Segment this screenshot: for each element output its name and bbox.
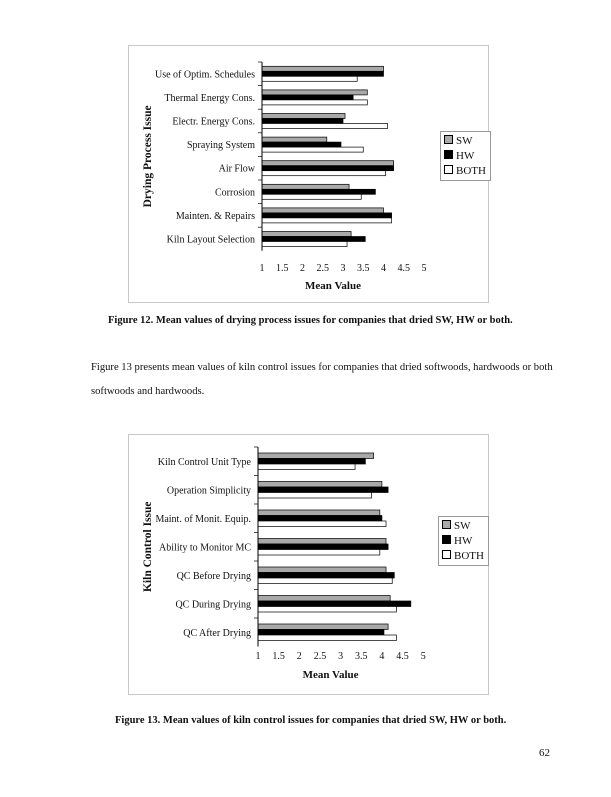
bar-hw-corrosion [262, 189, 375, 194]
bar-both-electr-energy-cons [262, 124, 388, 129]
bar-sw-operation-simplicity [258, 482, 382, 488]
bar-both-maint-of-monit-equip [258, 521, 386, 527]
bar-both-qc-before-drying [258, 578, 392, 584]
category-label-kiln-layout-selection: Kiln Layout Selection [166, 234, 255, 246]
bar-both-kiln-layout-selection [262, 242, 347, 247]
bar-sw-mainten-repairs [262, 208, 384, 213]
category-label-ability-to-monitor-mc: Ability to Monitor MC [159, 542, 251, 554]
x-tick-label-5: 5 [420, 651, 426, 662]
bar-sw-thermal-energy-cons [262, 90, 367, 95]
x-tick-label-1-5: 1.5 [276, 263, 289, 274]
x-tick-label-2-5: 2.5 [313, 651, 327, 662]
y-axis-title: Drying Process Issue [142, 105, 154, 208]
bar-both-mainten-repairs [262, 218, 392, 223]
bar-hw-mainten-repairs [262, 213, 392, 218]
bar-sw-spraying-system [262, 137, 327, 142]
bar-both-thermal-energy-cons [262, 100, 367, 105]
legend-item-hw [444, 149, 487, 164]
legend-item-sw [442, 519, 485, 534]
page-number: 62 [539, 747, 550, 759]
category-label-corrosion: Corrosion [215, 187, 255, 199]
bar-sw-kiln-control-unit-type [258, 453, 374, 459]
category-label-qc-before-drying: QC Before Drying [176, 570, 251, 582]
bar-both-qc-after-drying [258, 635, 396, 641]
legend-label-sw: SW [456, 135, 473, 147]
x-tick-label-2: 2 [300, 263, 305, 274]
bar-both-qc-during-drying [258, 607, 396, 613]
figure-13-caption: Figure 13. Mean values of kiln control issues for companies that dried SW, HW or both. [115, 715, 507, 726]
bar-hw-air-flow [262, 166, 394, 171]
legend-item-hw [442, 534, 485, 549]
legend-swatch-both [442, 550, 451, 559]
bar-both-spraying-system [262, 147, 363, 152]
legend-label-both: BOTH [456, 165, 486, 177]
category-label-mainten-repairs: Mainten. & Repairs [175, 210, 255, 222]
figure-13-chart [128, 434, 489, 695]
bar-sw-maint-of-monit-equip [258, 510, 380, 516]
x-tick-label-1-5: 1.5 [272, 651, 285, 662]
bar-sw-qc-after-drying [258, 624, 388, 630]
x-tick-label-1: 1 [259, 263, 265, 274]
bar-hw-thermal-energy-cons [262, 95, 353, 100]
legend-item-sw [444, 134, 487, 149]
legend-swatch-hw [444, 150, 453, 159]
category-label-spraying-system: Spraying System [186, 140, 255, 152]
bar-hw-maint-of-monit-equip [258, 516, 382, 522]
legend-swatch-hw [442, 535, 451, 544]
x-tick-label-3: 3 [340, 263, 346, 274]
x-tick-label-4-5: 4.5 [397, 263, 410, 274]
x-axis-title: Mean Value [302, 669, 359, 681]
figure-12-caption: Figure 12. Mean values of drying process issues for companies that dried SW, HW or both. [108, 315, 513, 326]
x-tick-label-4: 4 [379, 651, 385, 662]
bar-sw-qc-before-drying [258, 567, 386, 573]
y-axis-title: Kiln Control Issue [142, 501, 154, 593]
bar-sw-ability-to-monitor-mc [258, 539, 386, 545]
bar-hw-kiln-layout-selection [262, 237, 365, 242]
figure-12-legend [440, 131, 491, 181]
figure-13-plot [129, 435, 488, 694]
bar-sw-corrosion [262, 184, 349, 189]
bar-sw-electr-energy-cons [262, 114, 345, 119]
legend-swatch-both [444, 165, 453, 174]
bar-hw-ability-to-monitor-mc [258, 544, 388, 550]
legend-label-sw: SW [454, 520, 471, 532]
category-label-use-of-optim-schedules: Use of Optim. Schedules [155, 69, 255, 81]
x-tick-label-1: 1 [255, 651, 261, 662]
x-tick-label-3-5: 3.5 [357, 263, 370, 274]
bar-both-ability-to-monitor-mc [258, 550, 380, 556]
x-tick-label-3-5: 3.5 [355, 651, 368, 662]
figure-13-legend [438, 516, 489, 566]
legend-label-hw: HW [456, 150, 475, 162]
category-label-air-flow: Air Flow [218, 163, 255, 175]
bar-hw-operation-simplicity [258, 487, 388, 493]
legend-swatch-sw [442, 520, 451, 529]
legend-item-both [444, 164, 487, 179]
bar-hw-spraying-system [262, 142, 341, 147]
legend-label-both: BOTH [454, 550, 484, 562]
legend-label-hw: HW [454, 535, 473, 547]
bar-hw-use-of-optim-schedules [262, 71, 384, 76]
x-tick-label-5: 5 [421, 263, 427, 274]
bar-sw-qc-during-drying [258, 596, 390, 602]
bar-hw-qc-before-drying [258, 573, 394, 579]
body-paragraph: Figure 13 presents mean values of kiln control issues for companies that dried softwoods, hardwoods or both softwoods and hardwoods. [91, 362, 553, 397]
legend-item-both [442, 549, 485, 564]
bar-both-use-of-optim-schedules [262, 76, 357, 81]
x-tick-label-4: 4 [381, 263, 386, 274]
x-tick-label-4-5: 4.5 [396, 651, 409, 662]
x-tick-label-2-5: 2.5 [316, 263, 329, 274]
bar-both-corrosion [262, 194, 361, 199]
category-label-qc-after-drying: QC After Drying [183, 627, 251, 639]
category-label-kiln-control-unit-type: Kiln Control Unit Type [157, 456, 251, 468]
bar-sw-air-flow [262, 161, 394, 166]
x-tick-label-2: 2 [296, 651, 302, 662]
bar-hw-qc-during-drying [258, 601, 411, 607]
bar-both-operation-simplicity [258, 493, 372, 499]
figure-12-chart [128, 45, 489, 303]
bar-both-kiln-control-unit-type [258, 464, 355, 470]
x-axis-title: Mean Value [305, 280, 361, 292]
category-label-electr-energy-cons: Electr. Energy Cons. [172, 116, 255, 128]
bar-hw-qc-after-drying [258, 630, 384, 636]
category-label-qc-during-drying: QC During Drying [175, 599, 251, 611]
bar-both-air-flow [262, 171, 386, 176]
category-label-maint-of-monit-equip: Maint. of Monit. Equip. [155, 513, 251, 525]
category-label-operation-simplicity: Operation Simplicity [166, 485, 251, 497]
category-label-thermal-energy-cons: Thermal Energy Cons. [164, 92, 255, 104]
bar-sw-use-of-optim-schedules [262, 66, 384, 71]
bar-sw-kiln-layout-selection [262, 232, 351, 237]
bar-hw-kiln-control-unit-type [258, 459, 365, 465]
x-tick-label-3: 3 [338, 651, 344, 662]
bar-hw-electr-energy-cons [262, 119, 343, 124]
figure-12-plot [129, 46, 488, 302]
legend-swatch-sw [444, 135, 453, 144]
